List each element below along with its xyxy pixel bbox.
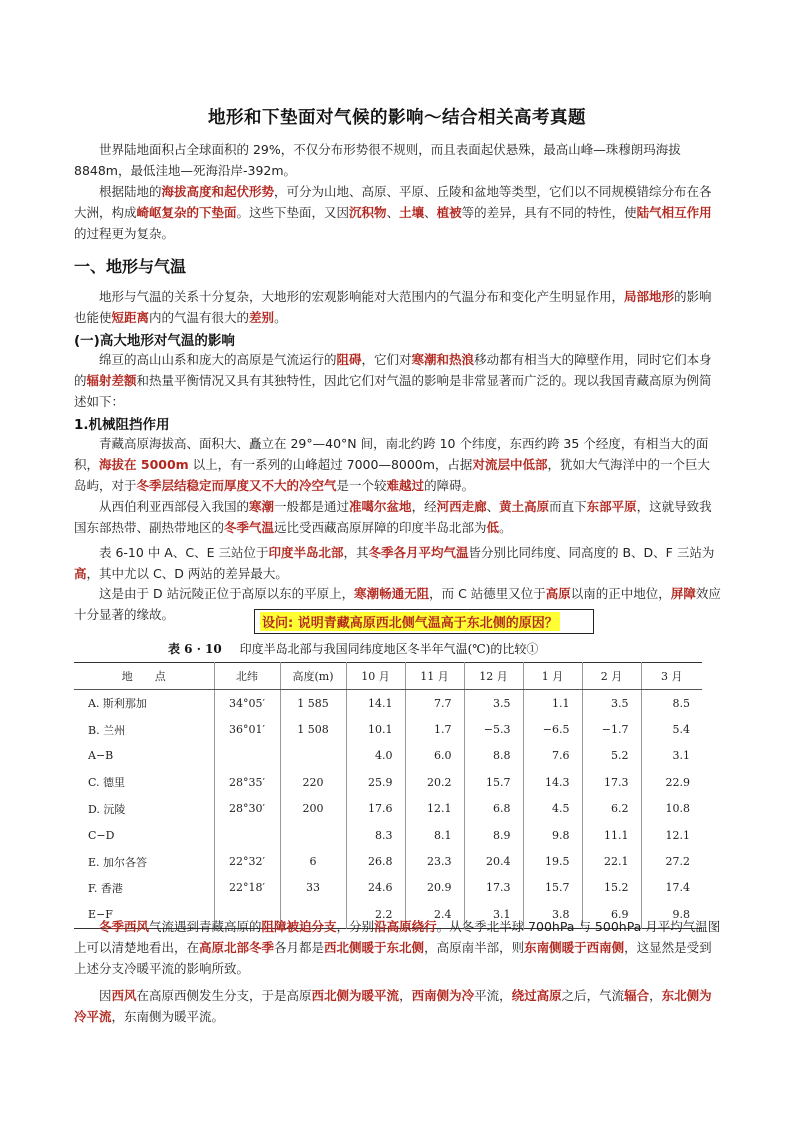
table-cell: 36°01′	[214, 716, 280, 742]
table-cell: C−D	[88, 828, 115, 842]
table-cell: 17.4	[641, 875, 702, 901]
table-cell: C. 德里	[88, 776, 126, 790]
body-text: 表 6-10 中 A、C、E 三站位于	[99, 545, 269, 560]
highlight-text: 高	[74, 566, 87, 581]
table-cell: −1.7	[582, 716, 641, 742]
highlight-text: 河西走廊	[436, 499, 487, 514]
temperature-table	[74, 662, 702, 929]
body-text: 的过程更为复杂。	[74, 226, 175, 241]
table-cell: E−F	[88, 907, 113, 921]
table-cell: 22°32′	[214, 848, 280, 874]
table-cell: 15.7	[523, 875, 582, 901]
table-cell: 9.8	[523, 822, 582, 848]
highlight-text: 辐射差额	[86, 373, 137, 388]
table-header-cell: 3 月	[641, 663, 702, 690]
highlight-text: 东南侧暖于西南侧	[524, 940, 625, 955]
table-cell: 7.7	[405, 690, 464, 717]
table-cell: 28°35′	[214, 769, 280, 795]
body-text: 等的差异，具有不同的特性，使	[461, 205, 637, 220]
highlight-text: 西北侧为暖平流	[311, 988, 400, 1003]
table-cell: 1.1	[523, 690, 582, 717]
highlight-text: 高原	[545, 586, 571, 601]
table-cell: 19.5	[523, 848, 582, 874]
highlight-text: 东北侧为冷平流	[74, 988, 712, 1024]
highlight-text: 低	[486, 520, 500, 535]
table-cell: 17.6	[346, 796, 405, 822]
table-cell: 20.2	[405, 769, 464, 795]
table-cell: 6.9	[582, 901, 641, 928]
table-row	[74, 769, 702, 795]
highlight-text: 寒潮	[249, 499, 275, 514]
section-heading: 一、地形与气温	[74, 257, 187, 276]
table-cell: A. 斯利那加	[88, 697, 147, 711]
table-cell: 28°30′	[214, 796, 280, 822]
table-cell: −5.3	[464, 716, 523, 742]
table-title: 印度半岛北部与我国同纬度地区冬半年气温(℃)的比较①	[239, 642, 539, 656]
highlight-text: 冬季各月平均气温	[368, 545, 469, 560]
highlight-text: 阻碍	[336, 352, 362, 367]
table-cell: 1.7	[405, 716, 464, 742]
table-cell: −6.5	[523, 716, 582, 742]
question-box	[254, 609, 594, 634]
page-title: 地形和下垫面对气候的影响～结合相关高考真题	[208, 108, 586, 128]
table-cell: 24.6	[346, 875, 405, 901]
highlight-text: 西风	[111, 988, 137, 1003]
table-row	[74, 796, 702, 822]
highlight-text: 难越过	[386, 478, 425, 493]
table-number: 表 6 · 10	[168, 642, 222, 656]
body-text: 皆分别比同纬度、同高度的 B、D、F 三站为	[468, 545, 715, 560]
body-text: 平流，	[474, 988, 512, 1003]
table-cell	[280, 743, 346, 769]
table-row	[74, 690, 702, 717]
table-cell: 11.1	[582, 822, 641, 848]
table-header-cell: 11 月	[405, 663, 464, 690]
table-cell: 2.4	[405, 901, 464, 928]
highlight-text: 差别	[249, 310, 275, 325]
body-text: ，这显然是受到上述分支冷暖平流的影响所致。	[74, 940, 712, 976]
highlight-text: 绕过高原	[511, 988, 562, 1003]
table-row	[74, 848, 702, 874]
table-cell: 27.2	[641, 848, 702, 874]
body-text: 绵亘的高山山系和庞大的高原是气流运行的	[99, 352, 337, 367]
stations-paragraph	[74, 542, 722, 584]
table-cell: 22.1	[582, 848, 641, 874]
table-cell: 22.9	[641, 769, 702, 795]
table-row	[74, 716, 702, 742]
table-cell: E. 加尔各答	[88, 855, 148, 869]
body-text: 和热量平衡情况又具有其独特性，因此它们对气温的影响是非常显著而广泛的。现以我国青藏高原为例简述如下：	[74, 373, 712, 409]
westerly-paragraph	[74, 916, 722, 979]
body-text: ，其	[343, 545, 369, 560]
intro-paragraph-2	[74, 181, 722, 244]
body-text: 内的气温有很大的	[149, 310, 250, 325]
body-text: 从西伯利亚西部侵入我国的	[99, 499, 250, 514]
highlight-text: 海拔在 5000m	[99, 457, 189, 472]
table-cell: 3.1	[641, 743, 702, 769]
table-cell: 6.0	[405, 743, 464, 769]
body-text: 以南的正中地位，	[570, 586, 671, 601]
table-cell: 4.0	[346, 743, 405, 769]
highlight-text: 辐合	[624, 988, 650, 1003]
highlight-text: 西北侧暖于东北侧	[324, 940, 425, 955]
body-text: ，经	[411, 499, 437, 514]
highlight-text: 陆气相互作用	[636, 205, 712, 220]
body-text: ，这就导致我国东部热带、副热带地区的	[74, 499, 712, 535]
table-cell: 3.5	[464, 690, 523, 717]
highlight-text: 冬季气温	[224, 520, 275, 535]
highlight-text: 冬季西风	[99, 919, 150, 934]
body-text: 地形与气温的关系十分复杂，大地形的宏观影响能对大范围内的气温分布和变化产生明显作用，	[99, 289, 625, 304]
body-text: ，	[399, 988, 412, 1003]
body-text: 移动都有相当大的障壁作用，同时它们本身的	[74, 352, 712, 388]
advection-paragraph	[74, 985, 722, 1027]
table-cell: 12.1	[405, 796, 464, 822]
body-text: ，高原南半部，则	[424, 940, 525, 955]
table-cell: 15.7	[464, 769, 523, 795]
table-cell: 6.8	[464, 796, 523, 822]
table-cell: 33	[280, 875, 346, 901]
highlight-text: 寒潮和热浪	[411, 352, 475, 367]
table-cell: 17.3	[582, 769, 641, 795]
body-text: 青藏高原海拔高、面积大、矗立在 29°—40°N 间，南北约跨 10 个纬度，东西约跨 35 个经度，有相当大的面积，	[74, 436, 709, 472]
table-cell: 200	[280, 796, 346, 822]
table-cell: A−B	[88, 749, 114, 763]
table-cell: 25.9	[346, 769, 405, 795]
highlight-text: 土壤	[399, 205, 425, 220]
highlight-text: 对流层中低部	[472, 457, 548, 472]
body-text: 、	[424, 205, 437, 220]
body-text: 、	[386, 205, 400, 220]
table-cell: 8.8	[464, 743, 523, 769]
body-text: 根据陆地的	[99, 184, 162, 199]
highlight-text: 屏障	[670, 586, 696, 601]
terrain-paragraph	[74, 349, 722, 412]
highlight-text: 寒潮畅通无阻	[354, 586, 430, 601]
table-caption	[168, 640, 538, 657]
body-text: 。	[499, 520, 512, 535]
table-cell: 3.5	[582, 690, 641, 717]
table-row	[74, 822, 702, 848]
body-text: 效应十分显著的缘故。	[74, 586, 721, 622]
table-cell: 8.1	[405, 822, 464, 848]
body-text: ，它们对	[361, 352, 412, 367]
body-text: ，犹如大气海洋中的一个巨大岛屿，对于	[74, 457, 710, 493]
body-text: ，可分为山地、高原、平原、丘陵和盆地等类型，它们以不同规模错综分布在各大洲，构成	[74, 184, 712, 220]
body-text: 的障碍。	[424, 478, 475, 493]
table-cell: 23.3	[405, 848, 464, 874]
table-cell: 8.9	[464, 822, 523, 848]
table-header-cell: 2 月	[582, 663, 641, 690]
highlight-text: 海拔高度和起伏形势	[161, 184, 275, 199]
table-header-cell: 1 月	[523, 663, 582, 690]
highlight-text: 沿高原绕行	[374, 919, 437, 934]
body-text: 、	[486, 499, 500, 514]
body-text: 气流遇到青藏高原的	[149, 919, 262, 934]
highlight-text: 准噶尔盆地	[349, 499, 412, 514]
body-text: ，其中尤以 C、D 两站的差异最大。	[86, 566, 288, 581]
table-header-row	[74, 663, 702, 690]
table-cell: 10.8	[641, 796, 702, 822]
table-cell: 220	[280, 769, 346, 795]
table-cell: 14.3	[523, 769, 582, 795]
table-cell: 10.1	[346, 716, 405, 742]
table-header-cell: 北纬	[214, 663, 280, 690]
highlight-text: 沉积物	[349, 205, 387, 220]
body-text: 的影响也能使	[74, 289, 712, 325]
question-text: 设问: 说明青藏高原西北侧气温高于东北侧的原因？	[260, 612, 560, 631]
blocking-paragraph	[74, 433, 722, 496]
highlight-text: 东部平原	[586, 499, 637, 514]
table-cell: 20.4	[464, 848, 523, 874]
intro-paragraph-1	[74, 139, 722, 181]
table-header-cell: 10 月	[346, 663, 405, 690]
table-cell	[214, 822, 280, 848]
table-cell: 6.2	[582, 796, 641, 822]
highlight-text: 崎岖复杂的下垫面	[136, 205, 237, 220]
table-cell: 3.8	[523, 901, 582, 928]
highlight-text: 阻障被迫分支	[261, 919, 337, 934]
body-text: 一般都是通过	[274, 499, 350, 514]
highlight-text: 短距离	[111, 310, 150, 325]
body-text: ，东南侧为暖平流。	[111, 1009, 225, 1024]
table-header-cell: 地 点	[74, 663, 214, 690]
body-text: 各月都是	[274, 940, 325, 955]
highlight-text: 局部地形	[624, 289, 675, 304]
highlight-text: 高原北部冬季	[199, 940, 275, 955]
subsection-heading: (一)高大地形对气温的影响	[74, 333, 235, 349]
table-cell: 2.2	[346, 901, 405, 928]
table-body	[74, 690, 702, 929]
table-cell: B. 兰州	[88, 723, 126, 737]
body-text: 以上，有一系列的山峰超过 7000—8000m，占据	[188, 457, 473, 472]
table-cell: 12.1	[641, 822, 702, 848]
table-cell: 22°18′	[214, 875, 280, 901]
body-text: ，分别	[336, 919, 375, 934]
highlight-text: 黄土高原	[499, 499, 550, 514]
body-text: 而直下	[549, 499, 587, 514]
highlight-text: 西南侧为冷	[411, 988, 475, 1003]
body-text: ，	[649, 988, 662, 1003]
table-cell: 7.6	[523, 743, 582, 769]
highlight-text: 冬季层结稳定而厚度又不大的冷空气	[136, 478, 337, 493]
table-cell: 17.3	[464, 875, 523, 901]
body-text: 在高原西侧发生分支，于是高原	[136, 988, 312, 1003]
table-cell: 5.2	[582, 743, 641, 769]
body-text: 。	[274, 310, 287, 325]
body-text: 世界陆地面积占全球面积的 29%，不仅分布形势很不规则，而且表面起伏悬殊，最高山峰—珠穆朗玛海拔 8848m，最低洼地—死海沿岸-392m。	[74, 142, 681, 178]
body-text: 是一个较	[336, 478, 387, 493]
body-text: 之后，气流	[561, 988, 625, 1003]
highlight-text: 植被	[436, 205, 462, 220]
table-row	[74, 743, 702, 769]
table-cell	[214, 743, 280, 769]
body-text: 。从冬季北半球 700hPa 与 500hPa 月平均气温图上可以清楚地看出，在	[74, 919, 721, 955]
table-header-cell: 12 月	[464, 663, 523, 690]
table-cell: F. 香港	[88, 881, 123, 895]
table-cell: 4.5	[523, 796, 582, 822]
section-paragraph	[74, 286, 722, 328]
body-text: 。这些下垫面，又因	[236, 205, 350, 220]
cold-wave-paragraph	[74, 496, 722, 538]
table-cell: 5.4	[641, 716, 702, 742]
table-cell: 14.1	[346, 690, 405, 717]
table-cell: 1 585	[280, 690, 346, 717]
table-cell: 8.3	[346, 822, 405, 848]
table-cell: 34°05′	[214, 690, 280, 717]
table-row	[74, 875, 702, 901]
body-text: 这是由于 D 站沅陵正位于高原以东的平原上，	[99, 586, 355, 601]
table-header-cell: 高度(m)	[280, 663, 346, 690]
highlight-text: 印度半岛北部	[268, 545, 344, 560]
table-cell: 6	[280, 848, 346, 874]
table-cell: 8.5	[641, 690, 702, 717]
table-cell: 20.9	[405, 875, 464, 901]
body-text: 远比受西藏高原屏障的印度半岛北部为	[274, 520, 487, 535]
body-text: ，而 C 站德里又位于	[429, 586, 546, 601]
body-text: 因	[99, 988, 112, 1003]
table-cell: 3.1	[464, 901, 523, 928]
table-cell: 9.8	[641, 901, 702, 928]
table-cell: 26.8	[346, 848, 405, 874]
table-cell	[280, 822, 346, 848]
table-cell: 1 508	[280, 716, 346, 742]
table-cell: D. 沅陵	[88, 802, 126, 816]
subsubsection-heading: 1.机械阻挡作用	[74, 417, 170, 433]
table-cell: 15.2	[582, 875, 641, 901]
